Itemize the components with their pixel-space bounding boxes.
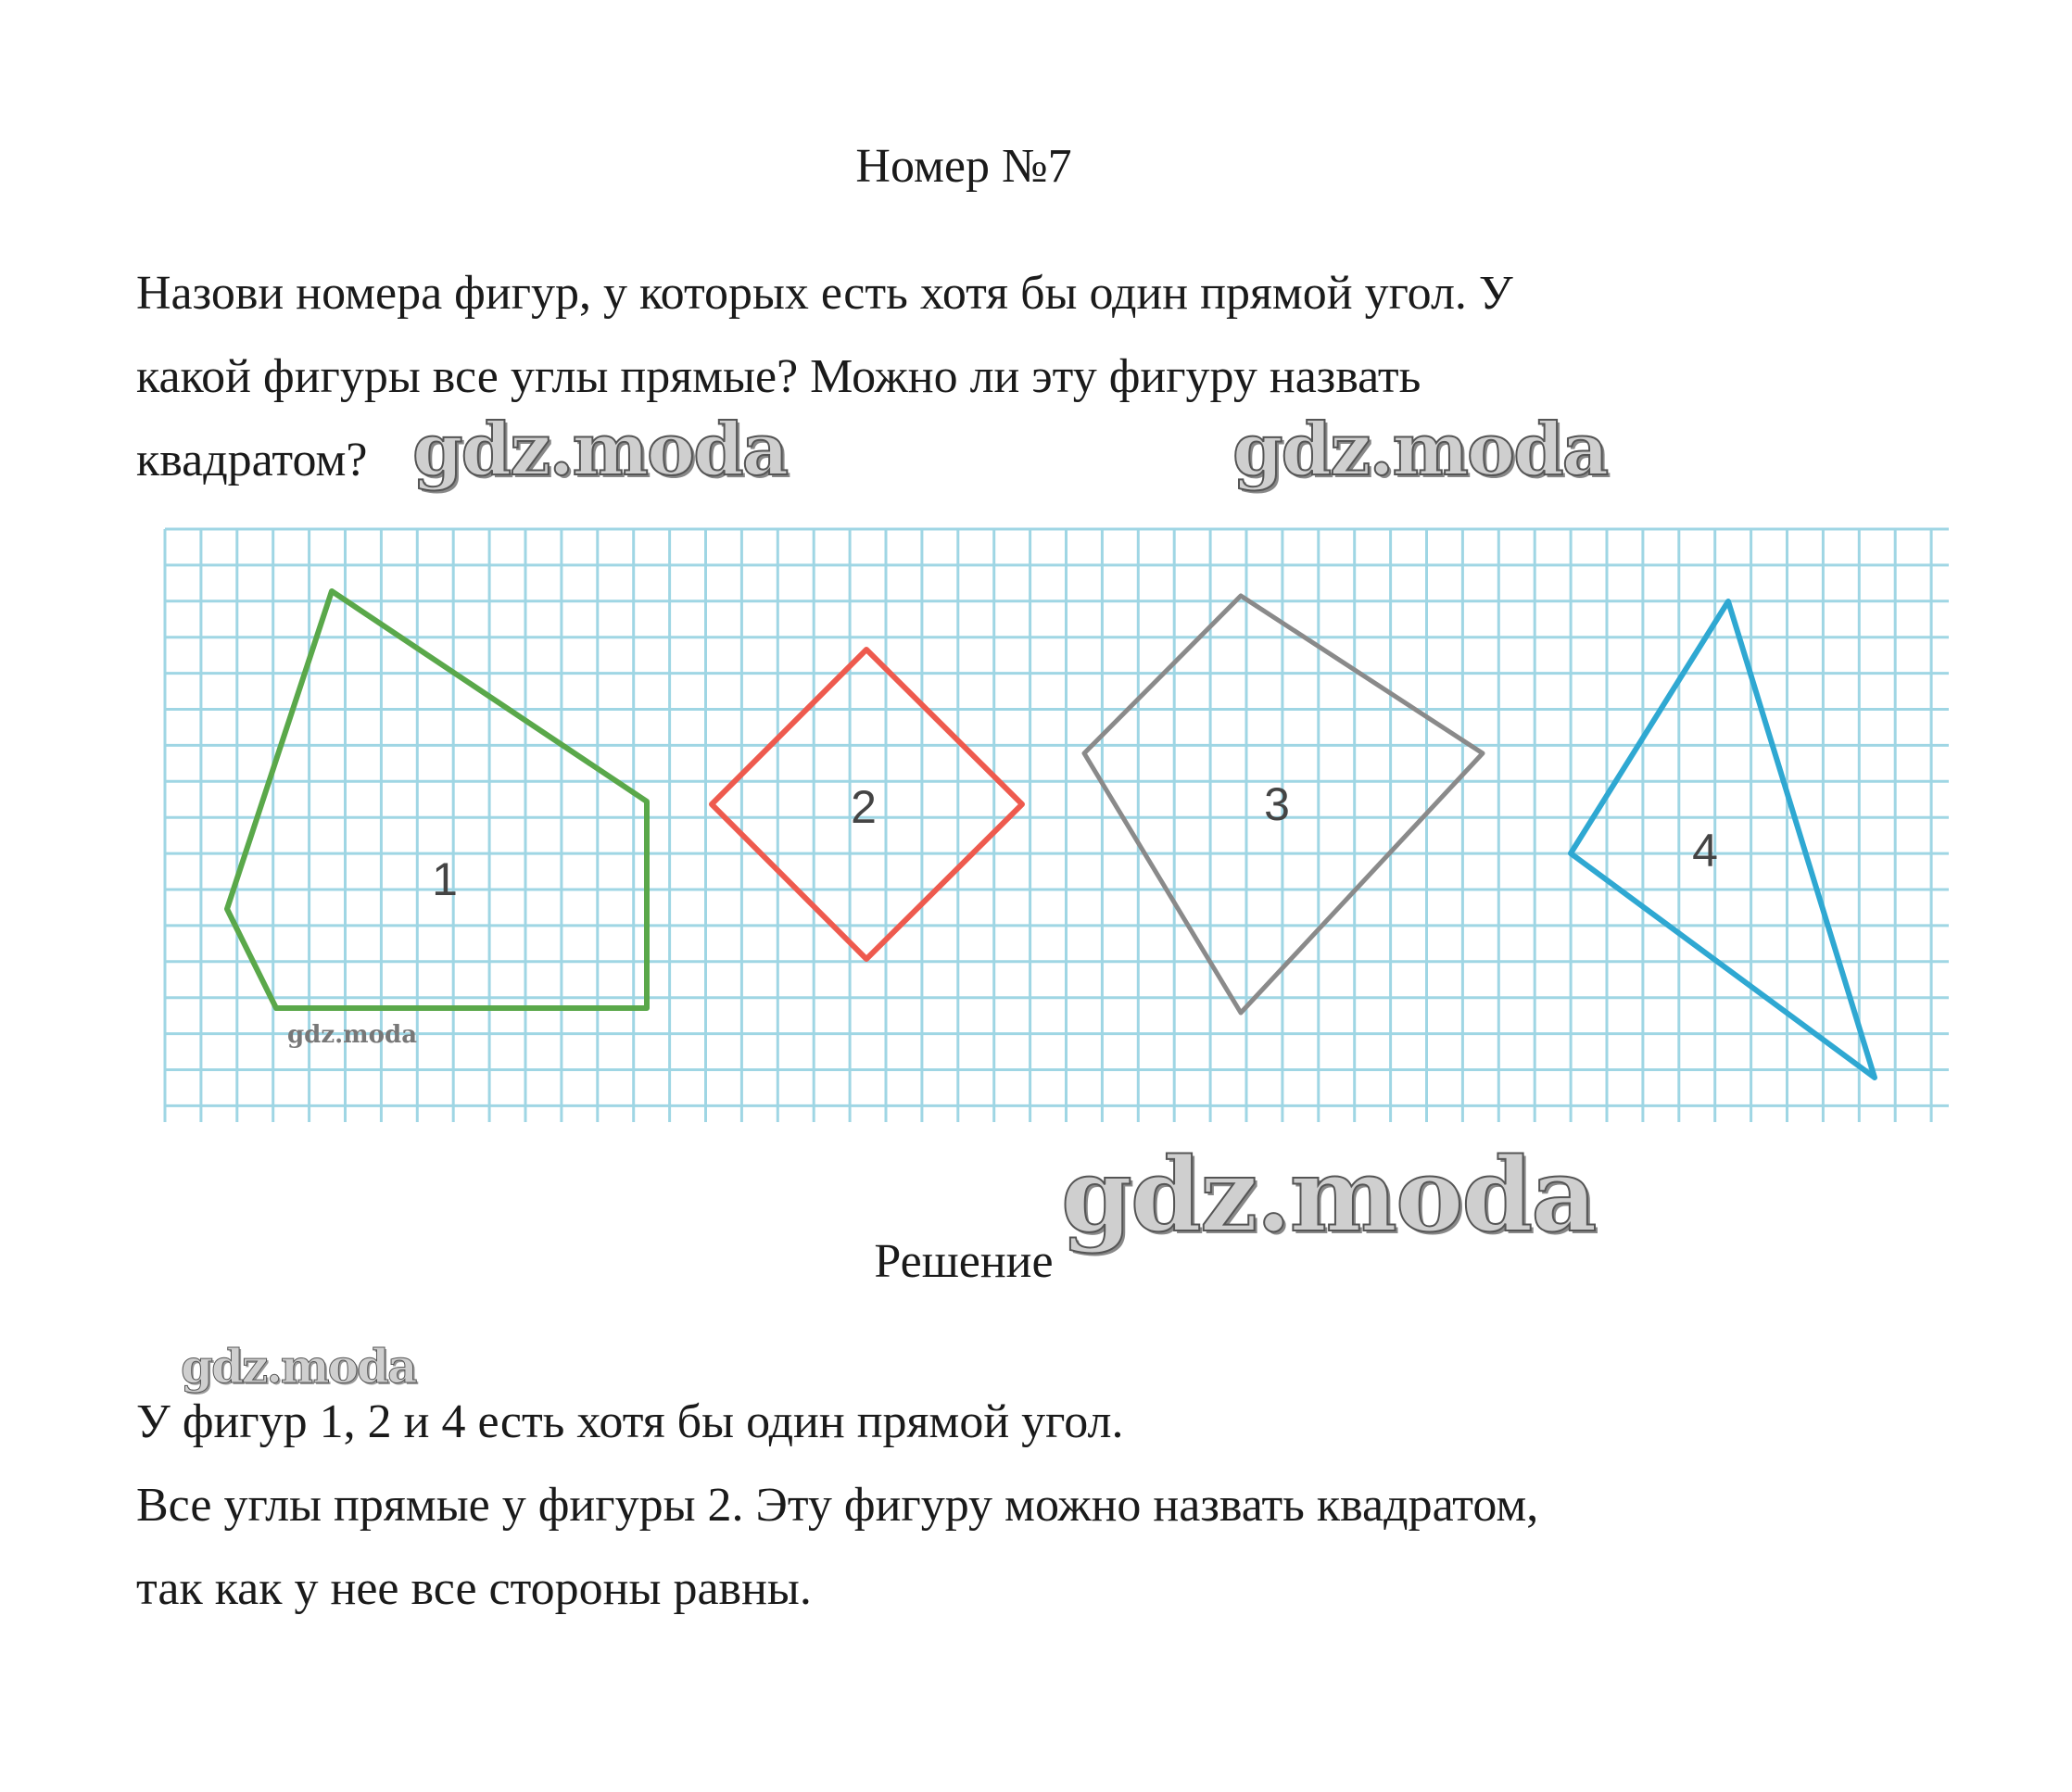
watermark-small: gdz.moda <box>287 1021 418 1049</box>
solution-heading: Решение <box>874 1235 1054 1288</box>
answer-line-2: Все углы прямые у фигуры 2. Эту фигуру можно назвать квадратом, <box>136 1479 1539 1532</box>
watermark-logo: gdz.moda <box>1232 408 1608 492</box>
watermark-logo: gdz.moda <box>181 1339 416 1394</box>
exercise-title: Номер №7 <box>855 140 1072 193</box>
watermark-logo: gdz.moda <box>412 408 788 492</box>
task-line-1: Назови номера фигур, у которых есть хотя бы один прямой угол. У <box>136 267 1513 320</box>
figure-1-pentagon <box>227 591 647 1008</box>
task-line-2: какой фигуры все углы прямые? Можно ли эту фигуру назвать <box>136 350 1421 403</box>
watermark-logo-large: gdz.moda <box>1061 1135 1596 1255</box>
figure-label-3: 3 <box>1264 778 1290 830</box>
grid-figure <box>158 522 1965 1133</box>
task-line-3: квадратом? <box>136 434 368 486</box>
answer-line-3: так как у нее все стороны равны. <box>136 1562 812 1615</box>
answer-text <box>136 1381 1915 1631</box>
grid-lines <box>165 529 1949 1122</box>
figure-label-2: 2 <box>851 781 877 833</box>
answer-line-1: У фигур 1, 2 и 4 есть хотя бы один прямой угол. <box>136 1395 1124 1448</box>
figure-label-4: 4 <box>1692 825 1718 877</box>
figure-label-1: 1 <box>432 853 458 905</box>
